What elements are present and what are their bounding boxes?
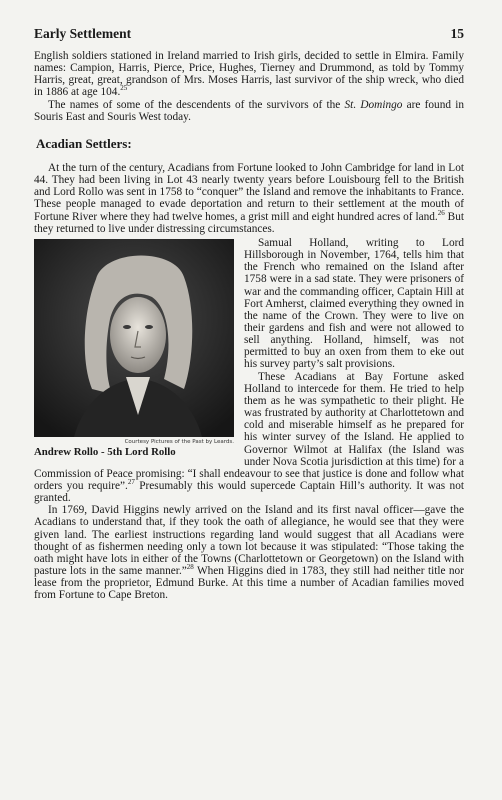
paragraph-descendents (34, 99, 464, 123)
paragraph-higgins (34, 504, 464, 601)
paragraph-bay-fortune-text: These Acadians at Bay Fortune asked Holland to intercede for them. He tried to help them as he was sympathetic to their plight. He was frustrated by authority at Charlottetown and cold and miserable himself as he prepared for his winter survey of the Island. He applied to Governor Wilmot at Halifax (the Island was under Nova Scotia jurisdiction at this time) for a Commission of Peace promising: “I shall endeavour to see that justice is done and follow what orders you require”. (34, 370, 464, 492)
paragraph-bay-fortune-text-b: Presumably this would supercede Captain Hill’s authority. It was not granted. (34, 480, 464, 505)
paragraph-acadians-text-b: But they returned to live under distressing circumstances. (34, 210, 464, 235)
portrait-image (34, 239, 234, 437)
paragraph-holland: Samual Holland, writing to Lord Hillsborough in November, 1764, tells him that the French who remained on the Island after 1758 were in a sad state. They were prisoners of war and the commanding officer, Captain Hill at Fort Amherst, claimed everything they owned in the name of the Crown. They were to live on their gardens and fish and were not allowed to sell anything. Holland, himself, was not permitted to buy an oxen from them to eke out his survey party’s salt provisions. (244, 236, 464, 371)
paragraph-soldiers-text: English soldiers stationed in Ireland married to Irish girls, decided to settle in Elmira. Family names: Campion, Harris, Pierce, Price, Hughes, Tierney and Drummond, as told by Tommy Harris, great, great, grandson of Mrs. Moses Harris, last survivor of the ship wreck, who died in 1886 at age 104. (34, 50, 464, 99)
paragraph-higgins-text-b: When Higgins died in 1783, they still had neither title nor lease from the proprietor, Edmund Burke. At this time a number of Acadian families moved from Fortune to Cape Breton. (34, 565, 464, 602)
figure-caption: Andrew Rollo - 5th Lord Rollo (34, 445, 176, 458)
footnote-ref-28: 28 (186, 563, 194, 572)
ship-name: St. Domingo (344, 98, 403, 111)
footnote-ref-25: 25 (120, 84, 128, 93)
paragraph-acadians-text: At the turn of the century, Acadians from Fortune looked to John Cambridge for land in Lot 44. They had been living in Lot 43 nearly twenty years before Louisbourg fell to the British and Lord Rollo was sent in 1758 to “conquer” the Island and remove the inhabitants to France. These people managed to evade deportation and return to their settlement at the mouth of Fortune River where they had twelve homes, a grist mill and eight hundred acres of land. (34, 161, 464, 223)
paragraph-higgins-text: In 1769, David Higgins newly arrived on the Island and its first naval officer—gave the Acadians to understand that, if they took the oath of allegiance, he would see that they were given land. The earliest instructions regarding land would suggest that all Acadians were thought of as fishermen needing only a town lot because it was stipulated: “Those taking the oath might have lots in either of the Towns (Charlottetown or Georgetown) on the Island with pasture lots in the same manner.” (34, 504, 464, 578)
chapter-title: Early Settlement (34, 26, 132, 41)
portrait-drawing (34, 239, 234, 437)
running-head (34, 26, 464, 42)
footnote-ref-26: 26 (437, 208, 445, 217)
paragraph-descendents-text-a: The names of some of the descendents of the survivors of the (48, 98, 345, 111)
paragraph-soldiers (34, 50, 464, 99)
portrait-figure (34, 239, 234, 458)
footnote-ref-27: 27 (127, 478, 135, 487)
paragraph-descendents-text-b: are found in Souris East and Souris West today. (34, 98, 464, 123)
photo-credit: Courtesy Pictures of the Past by Leards. (124, 438, 234, 445)
section-heading: Acadian Settlers: (36, 135, 132, 151)
page-number: 15 (450, 26, 464, 41)
paragraph-acadians-fortune (34, 162, 464, 235)
